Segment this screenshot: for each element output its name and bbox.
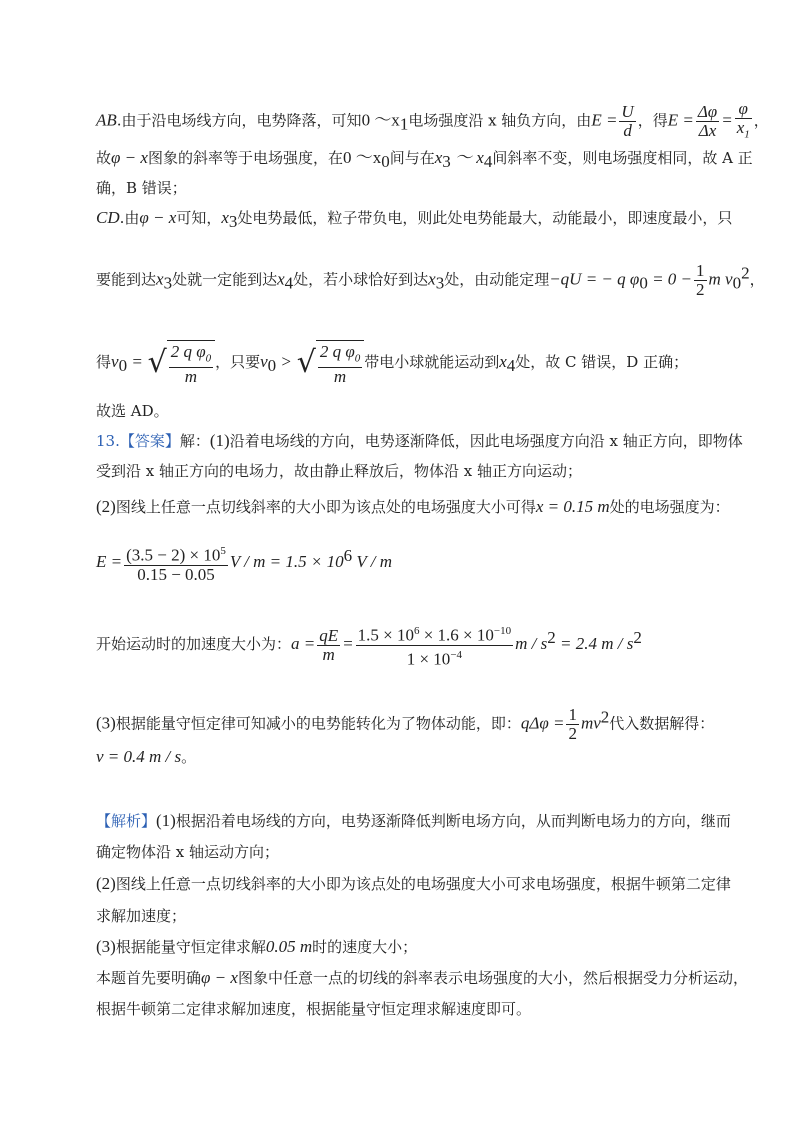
a3-num: (3) — [96, 937, 116, 956]
cd-label: CD — [96, 208, 120, 227]
p1-a: 解： — [179, 432, 210, 450]
p2-a: 图线上任意一点切线斜率的大小即为该点处的电场强度大小可得 — [115, 498, 536, 516]
ab-line2-d: 间斜率不变，则电场强度相同，故 A 正 — [492, 149, 753, 167]
radical-sign: √ — [296, 345, 316, 381]
den-sup: −4 — [450, 648, 463, 661]
x3-var: x — [156, 269, 164, 289]
frac-den: 0.15 − 0.05 — [137, 564, 215, 584]
frac-num — [356, 622, 514, 646]
frac-num: Δφ — [697, 102, 718, 122]
frac-num: 1 — [696, 261, 705, 280]
cd-line3-a: 得 — [96, 353, 112, 372]
acc-lhs: a = — [291, 634, 316, 654]
x3-sub: 3 — [435, 273, 445, 293]
result-value: v = 0.4 m / s — [96, 747, 182, 766]
p1-b: 沿着电场线的方向，电势逐渐降低，因此电场强度方向沿 x 轴正方向，即物体 — [229, 432, 743, 450]
num-text: 2 q φ — [170, 342, 206, 361]
cd-line2-b: 处就一定能到达 — [172, 270, 278, 289]
a1-line2: 确定物体沿 x 轴运动方向； — [96, 843, 279, 861]
phi-sub: 0 — [639, 273, 648, 293]
s2-text: 根据牛顿第二定律求解加速度，根据能量守恒定理求解速度即可。 — [96, 1000, 532, 1018]
a3-val: 0.05 m — [265, 937, 313, 956]
v-sup: 2 — [741, 263, 750, 283]
v0-sub: 0 — [118, 356, 128, 376]
ab-line-1 — [96, 100, 769, 143]
frac-den: 2 — [696, 280, 705, 299]
p3-sup: 2 — [600, 707, 610, 727]
ab-line2-a: 故 — [96, 149, 112, 167]
ab-range-1-sub: 1 — [399, 114, 409, 134]
fraction-acc-values — [356, 622, 514, 668]
x3-var: x — [434, 148, 443, 167]
answer-tag: 【答案】 — [119, 432, 180, 450]
ab-text-2: 电场强度沿 x 轴负方向，由 — [408, 111, 592, 130]
num-text: 2 q φ — [319, 342, 355, 361]
phi-x-expr: φ − x — [111, 148, 148, 167]
ab-line-2 — [96, 148, 753, 172]
cd-text-3: 处电势最低，粒子带负电，则此处电势能最大，动能最小，即速度最小，只 — [237, 209, 733, 227]
ab-text-3: ，得 — [637, 111, 668, 130]
fraction-one-half — [566, 706, 579, 743]
fraction-one-half — [694, 262, 707, 299]
frac-num: U — [621, 102, 634, 122]
frac-num: φ — [735, 100, 752, 119]
frac-num — [318, 343, 362, 368]
energy-rhs: m v — [708, 269, 733, 289]
fraction-dphi-over-dx — [696, 103, 719, 140]
x3-sub: 3 — [442, 152, 451, 171]
ab-line-3 — [96, 178, 187, 198]
cd-text-1: .由 — [119, 209, 140, 227]
result-line — [96, 747, 196, 767]
ab-text-4: ， — [753, 111, 769, 130]
cd-line-2 — [96, 262, 765, 299]
x4-sub: 4 — [483, 152, 493, 171]
sqrt-expression — [297, 340, 365, 386]
formula-e-lhs: E = — [591, 110, 618, 130]
v0-var: v — [111, 352, 119, 372]
eq-e-rhs-sup: 6 — [343, 545, 353, 565]
gt-sign: > — [276, 352, 292, 372]
num-a: 1.5 × 10 — [357, 625, 414, 645]
acc-rhs2: = 2.4 m / s — [555, 634, 634, 654]
equals-sign: = — [721, 110, 733, 130]
energy-mid: = 0 − — [647, 269, 693, 289]
analysis-line-7 — [96, 999, 531, 1019]
eq-e-rhs1: V / m = 1.5 × 10 — [229, 551, 344, 571]
num-sup1: 6 — [413, 625, 420, 637]
conclusion-text: 故选 AD。 — [96, 402, 169, 420]
num-sup: 5 — [220, 545, 226, 557]
fraction-u-over-d — [619, 103, 635, 140]
a2-text: 图线上任意一点切线斜率的大小即为该点处的电场强度大小可求电场强度，根据牛顿第二定律 — [115, 875, 731, 893]
a1-text: 根据沿着电场线的方向，电势逐渐降低判断电场方向，从而判断电场力的方向，继而 — [175, 812, 731, 830]
frac-num: qE — [319, 625, 339, 645]
eq-e-line — [96, 542, 392, 584]
analysis-line-1 — [96, 811, 731, 831]
x4-var: x — [277, 269, 285, 289]
ab-label: AB — [96, 110, 117, 130]
num-sup2: −10 — [493, 625, 512, 637]
frac-num: 1 — [568, 705, 577, 724]
phi-x-expr: φ − x — [201, 968, 238, 987]
frac-den-x: x — [736, 118, 745, 137]
p2-b: 处的电场强度为： — [609, 498, 730, 516]
range-0-x0: 0 ～x — [342, 148, 382, 167]
p2-x: x = 0.15 m — [535, 497, 610, 516]
p1-num: (1) — [209, 431, 230, 450]
analysis-line-6 — [96, 968, 748, 988]
equals-sign: = — [342, 634, 354, 654]
p3-rhs: mv — [580, 713, 601, 733]
eq-e-lhs: E = — [96, 551, 123, 571]
num-sub: 0 — [354, 352, 361, 365]
frac-num — [124, 542, 228, 566]
frac-den — [735, 119, 752, 143]
a3-a: 根据能量守恒定律求解 — [115, 938, 266, 956]
acc-rhs1-sup: 2 — [547, 628, 556, 648]
question-number: 13. — [96, 432, 120, 450]
x3-var: x — [428, 269, 436, 289]
a2-num: (2) — [96, 874, 116, 893]
num-text: (3.5 − 2) × 10 — [126, 545, 221, 565]
acc-rhs2-sup: 2 — [633, 628, 642, 648]
x3-var: x — [221, 208, 229, 227]
phi-x-expr: φ − x — [139, 208, 177, 227]
x4-var: x — [499, 352, 507, 372]
ab-range-1: 0 ～x — [361, 110, 400, 130]
fraction-e — [124, 542, 228, 584]
formula-e2-lhs: E = — [667, 110, 694, 130]
v0-sub: 0 — [267, 356, 277, 376]
sol13-line-1 — [96, 431, 743, 451]
frac-den: 2 — [568, 724, 577, 743]
p3-a: 根据能量守恒定律可知减小的电势能转化为了物体动能，即： — [115, 714, 521, 733]
cd-line2-d: 处，由动能定理 — [444, 270, 550, 289]
frac-den-sub: 1 — [744, 128, 750, 141]
energy-lhs: −qU = − q φ — [549, 269, 640, 289]
fraction-phi-over-x1 — [735, 100, 752, 143]
ab-line3: 确，B 错误； — [96, 179, 187, 197]
range-sub: 0 — [381, 152, 390, 171]
cd-line3-b: ，只要 — [215, 353, 261, 372]
den-a: 1 × 10 — [406, 649, 451, 669]
frac-den: m — [322, 644, 335, 664]
frac-den: m — [333, 367, 347, 387]
x3-sub: 3 — [163, 273, 173, 293]
s1-a: 本题首先要明确 — [96, 969, 202, 987]
conclusion-line — [96, 401, 169, 421]
x4-sub: 4 — [284, 273, 294, 293]
a2-line2: 求解加速度； — [96, 907, 187, 925]
frac-den: m — [184, 367, 198, 387]
a1-num: (1) — [156, 811, 176, 830]
sol13-line-3 — [96, 497, 730, 517]
cd-line2-c: 处，若小球恰好到达 — [293, 270, 429, 289]
ab-line2-c: 间与在 — [389, 149, 435, 167]
cd-line2-a: 要能到达 — [96, 270, 157, 289]
ab-text-1: .由于沿电场线方向，电势降落，可知 — [116, 111, 362, 130]
frac-den — [356, 646, 514, 669]
cd-line2-end: ， — [749, 270, 765, 289]
p3-b: 代入数据解得： — [609, 714, 715, 733]
analysis-line-3 — [96, 874, 731, 894]
s1-b: 图象中任意一点的切线的斜率表示电场强度的大小，然后根据受力分析运动， — [237, 969, 748, 987]
sqrt-expression — [148, 340, 216, 386]
cd-line-1 — [96, 208, 732, 232]
cd-line3-d: 处，故 C 错误，D 正确； — [515, 353, 689, 372]
p3-num: (3) — [96, 713, 116, 733]
radical-sign: √ — [147, 345, 167, 381]
p2-num: (2) — [96, 497, 116, 516]
num-sub: 0 — [205, 352, 212, 365]
p1-line2: 受到沿 x 轴正方向的电场力，故由静止释放后，物体沿 x 轴正方向运动； — [96, 462, 582, 480]
cd-line-3 — [96, 340, 688, 386]
a3-b: 时的速度大小； — [312, 938, 418, 956]
sol13-line-2 — [96, 461, 582, 481]
num-b: × 1.6 × 10 — [419, 625, 494, 645]
cd-line3-c: 带电小球就能运动到 — [364, 353, 500, 372]
tilde-x4: ～ x — [450, 148, 484, 167]
x3-sub: 3 — [228, 212, 238, 231]
result-end: 。 — [181, 748, 197, 766]
v0-var: v — [260, 352, 268, 372]
cd-text-2: 可知， — [176, 209, 222, 227]
eq-e-rhs2: V / m — [352, 551, 392, 571]
acc-rhs1: m / s — [515, 634, 548, 654]
frac-num — [169, 343, 213, 368]
frac-den: d — [623, 121, 632, 141]
acc-line — [96, 622, 642, 668]
ab-line2-b: 图象的斜率等于电场强度，在 — [147, 149, 343, 167]
analysis-line-5 — [96, 937, 417, 957]
equals-sign: = — [127, 352, 143, 372]
analysis-line-2 — [96, 842, 279, 862]
p3-lhs: qΔφ = — [520, 713, 565, 733]
analysis-line-4 — [96, 906, 186, 926]
fraction-qe-over-m — [317, 627, 340, 664]
analysis-tag: 【解析】 — [96, 812, 157, 830]
p3-line — [96, 706, 714, 743]
v-sub: 0 — [732, 273, 742, 293]
fraction-2qphi0-over-m — [169, 343, 213, 386]
fraction-2qphi0-over-m — [318, 343, 362, 386]
x4-sub: 4 — [506, 356, 516, 376]
acc-text: 开始运动时的加速度大小为： — [96, 635, 292, 654]
frac-den: Δx — [698, 121, 717, 141]
